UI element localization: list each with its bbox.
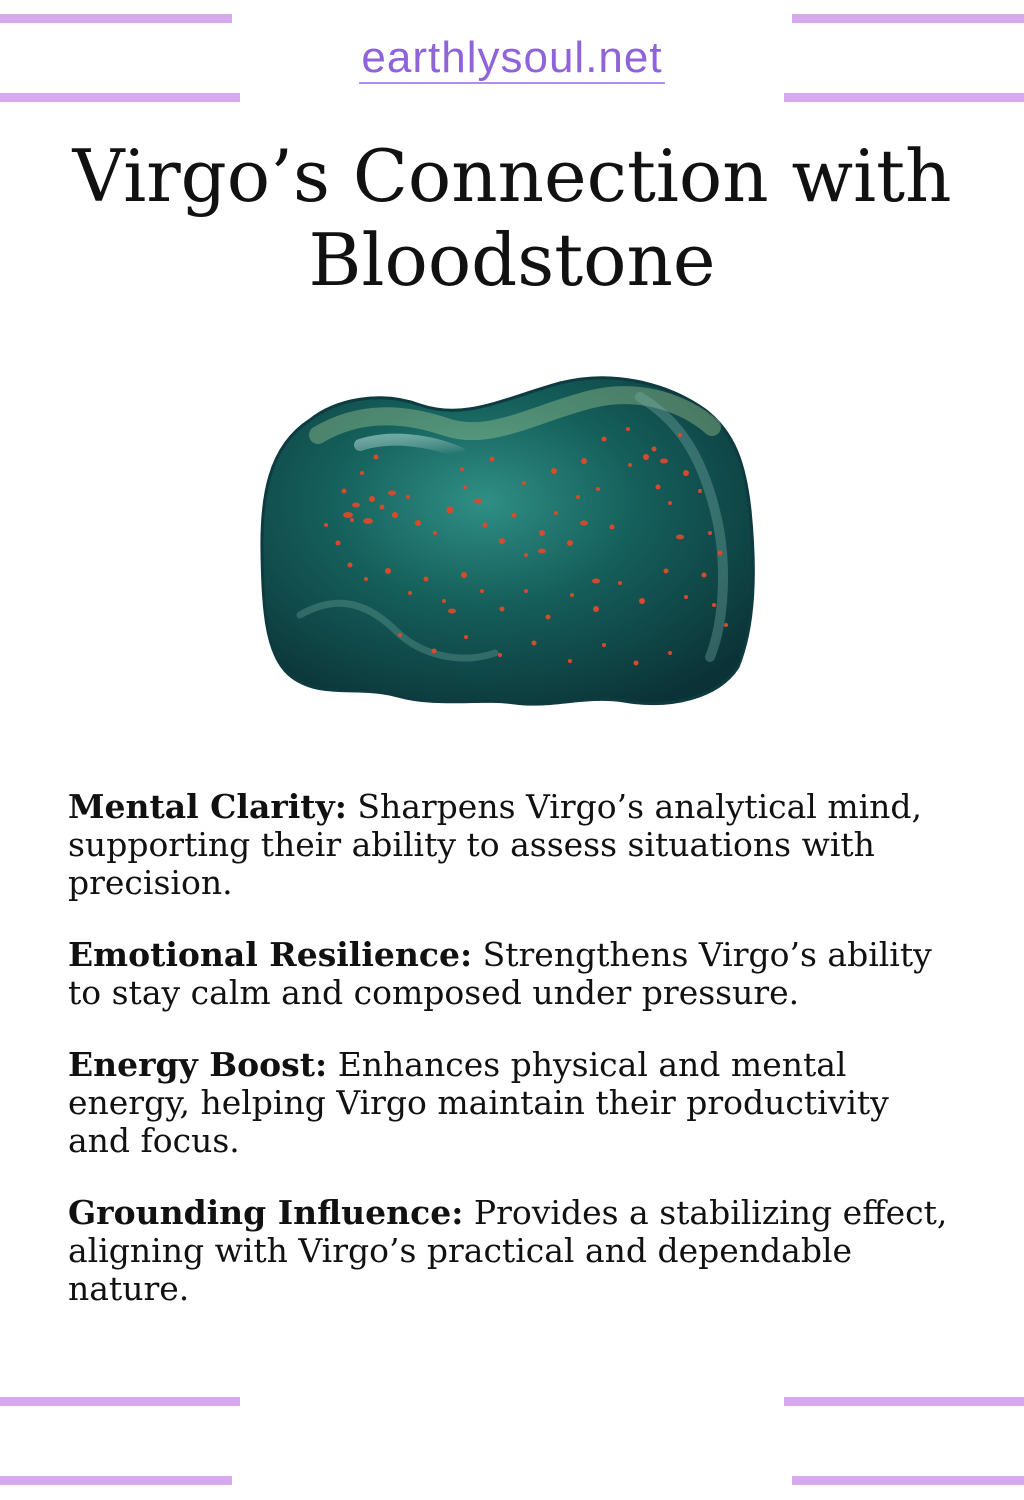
decorative-bar-top-right-1 [792,14,1024,23]
page-title: Virgo’s Connection with Bloodstone [72,134,952,302]
site-logo [0,33,1024,84]
decorative-bar-top-left-2 [0,93,240,102]
decorative-bar-top-right-2 [784,93,1024,102]
benefit-term: Energy Boost: [68,1045,328,1084]
benefit-term: Mental Clarity: [68,787,347,826]
benefit-item [68,936,958,1012]
decorative-bar-bottom-right-2 [792,1476,1024,1485]
benefit-item [68,788,958,902]
decorative-bar-bottom-right-1 [784,1397,1024,1406]
benefit-item [68,1046,958,1160]
benefit-term: Grounding Influence: [68,1193,464,1232]
benefit-description: Enhances physical and mental energy, helping Virgo maintain their productivity and focus. [68,1045,889,1160]
benefit-description: Sharpens Virgo’s analytical mind, supporting their ability to assess situations with precision. [68,787,923,902]
benefit-description: Provides a stabilizing effect, aligning with Virgo’s practical and dependable nature. [68,1193,948,1308]
benefit-item [68,1194,958,1308]
decorative-bar-bottom-left-2 [0,1476,232,1485]
site-logo-text: earthlysoul.net [361,33,663,82]
decorative-bar-top-left-1 [0,14,232,23]
benefit-term: Emotional Resilience: [68,935,473,974]
benefit-description: Strengthens Virgo’s ability to stay calm and composed under pressure. [68,935,932,1012]
decorative-bar-bottom-left-1 [0,1397,240,1406]
bloodstone-stone-illustration [240,365,770,715]
bloodstone-image [240,365,770,715]
benefits-list [68,788,958,1342]
